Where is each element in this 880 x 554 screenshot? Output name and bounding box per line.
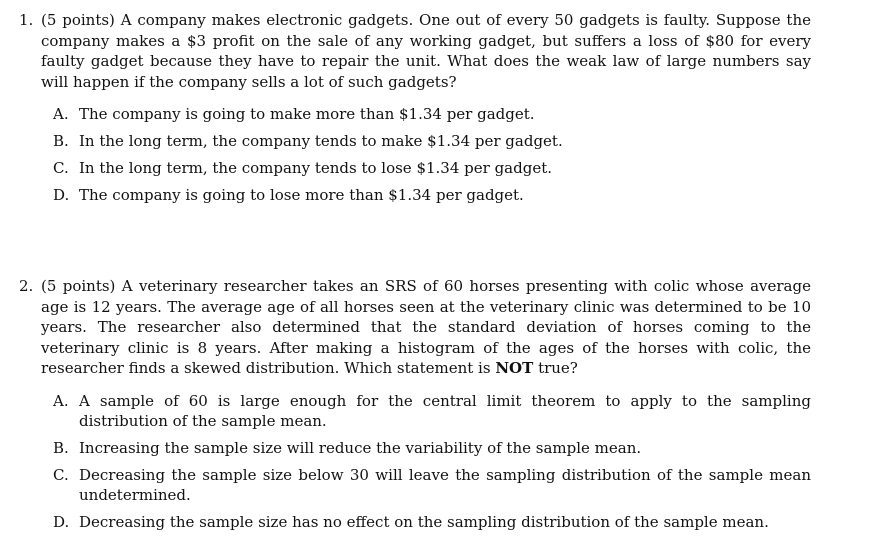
question-1-text: A company makes electronic gadgets. One out of every 50 gadgets is faulty. Suppose the company makes a $3 profit on the sale of any working gadget, but suffers a loss of $80 for every faulty gadget because they have to repair the unit. What does the weak law of large numbers say will happen if the company sells a lot of such gadgets? — [41, 11, 811, 91]
choice-text: The company is going to lose more than $1.34 per gadget. — [79, 186, 524, 204]
question-2 — [0, 276, 880, 539]
question-2-emphasis: NOT — [495, 359, 534, 377]
choice-text: In the long term, the company tends to make $1.34 per gadget. — [79, 132, 563, 150]
question-1-stem — [19, 10, 811, 92]
question-2-number: 2. — [19, 277, 34, 295]
question-1-choice-a — [53, 104, 811, 124]
question-2-points: (5 points) — [41, 277, 116, 295]
question-2-choice-c — [53, 465, 811, 505]
question-2-choices — [0, 391, 880, 532]
question-2-stem — [19, 276, 811, 379]
choice-text: Decreasing the sample size below 30 will leave the sampling distribution of the sample mean undetermined. — [79, 465, 811, 504]
choice-text: In the long term, the company tends to lose $1.34 per gadget. — [79, 159, 552, 177]
choice-text: Decreasing the sample size has no effect on the sampling distribution of the sample mean. — [79, 512, 769, 531]
choice-letter: D. — [53, 512, 70, 531]
choice-letter: D. — [53, 186, 70, 204]
choice-letter: A. — [53, 105, 69, 123]
question-2-text: A veterinary researcher takes an SRS of 60 horses presenting with colic whose average age is 12 years. The average age of all horses seen at the veterinary clinic was determined to be 10 years. The researcher also determined that the standard deviation of horses coming to the veterinary clinic is 8 years. After making a histogram of the ages of the horses with colic, the researcher finds a skewed distribution. Which statement is — [41, 277, 811, 377]
choice-letter: C. — [53, 159, 69, 177]
choice-text: The company is going to make more than $1.34 per gadget. — [79, 105, 535, 123]
question-1-choices — [0, 104, 880, 205]
question-1-choice-c — [53, 158, 811, 178]
question-2-choice-a — [53, 391, 811, 431]
question-2-text-end: true? — [538, 359, 578, 377]
choice-text: A sample of 60 is large enough for the central limit theorem to apply to the sampling distribution of the sample mean. — [79, 391, 811, 430]
question-2-choice-b — [53, 438, 811, 458]
choice-letter: A. — [53, 391, 69, 410]
choice-letter: C. — [53, 465, 69, 484]
question-1-choice-b — [53, 131, 811, 151]
question-1-number: 1. — [19, 11, 34, 29]
question-1-choice-d — [53, 185, 811, 205]
question-1 — [0, 10, 880, 212]
choice-letter: B. — [53, 132, 69, 150]
choice-letter: B. — [53, 438, 69, 457]
question-1-points: (5 points) — [41, 11, 115, 29]
choice-text: Increasing the sample size will reduce the variability of the sample mean. — [79, 438, 642, 457]
question-2-choice-d — [53, 512, 811, 532]
